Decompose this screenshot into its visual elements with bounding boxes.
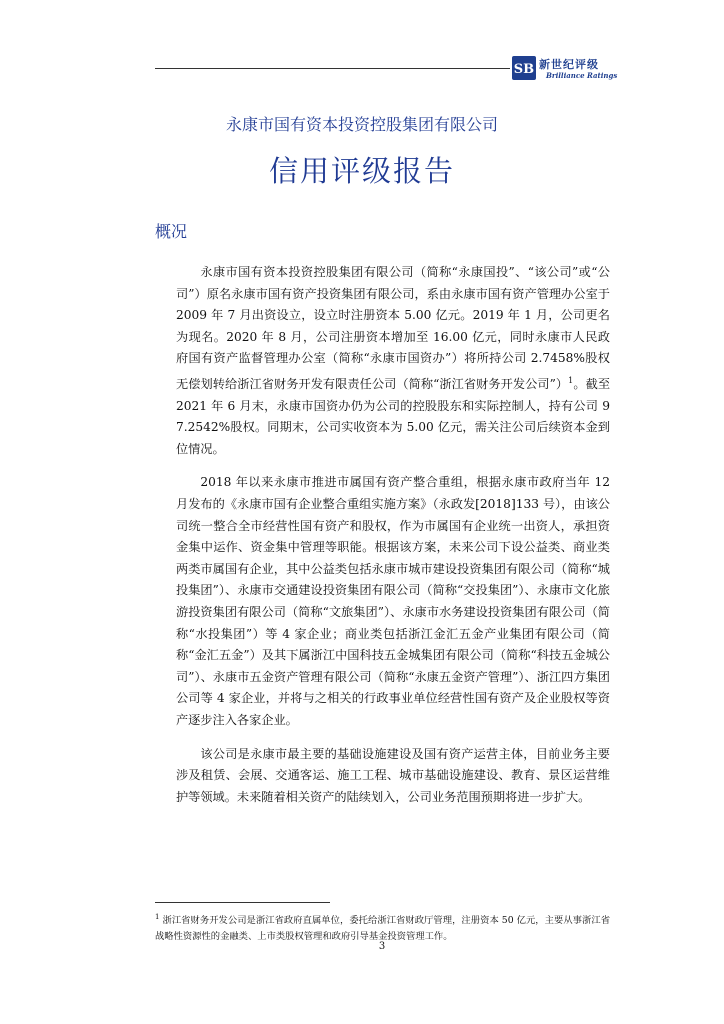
- footnote-text: 浙江省财务开发公司是浙江省政府直属单位，委托给浙江省财政厅管理，注册资本 50 亿元，主要从事浙江省战略性资源性的金融类、上市类股权管理和政府引导基金投资管理工作。: [155, 915, 610, 943]
- svg-text:SB: SB: [513, 62, 535, 77]
- report-title: 信用评级报告: [268, 154, 455, 188]
- paragraph-1: [176, 262, 610, 460]
- paragraph-1-text: 永康市国有资本投资控股集团有限公司（简称“永康国投”、“该公司”或“公司”）原名永康市国有资产投资集团有限公司，系由永康市国有资产管理办公室于 2009 年 7 月出资设立，设立时注册资本 5.00 亿元。2019 年 1 月，公司更名为现名。2020 年 8 月，公司注册资本增加至 16.00 亿元，同时永康市人民政府国有资产监督管理办公室（简称“永康市国资办”）将所持公司 2.7458%股权无偿划转给浙江省财务开发有限责任公司（简称“浙江省财务开发公司”）: [176, 265, 610, 392]
- brand-logo: [512, 56, 622, 90]
- header-rule: [155, 68, 510, 69]
- footnote-marker: 1: [155, 913, 160, 921]
- brand-logo-mark-icon: [512, 56, 536, 80]
- brand-logo-en: Brilliance Ratings: [546, 71, 618, 80]
- footnote: [155, 909, 610, 945]
- paragraph-2: 2018 年以来永康市推进市属国有资产整合重组，根据永康市政府当年 12 月发布的《永康市国有企业整合重组实施方案》（永政发[2018]133 号），由该公司统一整合全市经营性国有资产和股权，作为市属国有企业统一出资人，承担资金集中运作、资金集中管理等职能。根据该方案，未来公司下设公益类、商业类两类市属国有企业，其中公益类包括永康市城市建设投资集团有限公司（简称“城投集团”）、永康市交通建设投资集团有限公司（简称“交投集团”）、永康市文化旅游投资集团有限公司（简称“文旅集团”）、永康市水务建设投资集团有限公司（简称“水投集团”）等 4 家企业；商业类包括浙江金汇五金产业集团有限公司（简称“金汇五金”）及其下属浙江中国科技五金城集团有限公司（简称“科技五金城公司”）、永康市五金资产管理有限公司（简称“永康五金资产管理”）、浙江四方集团公司等 4 家企业，并将与之相关的行政事业单位经营性国有资产及企业股权等资产逐步注入各家企业。: [176, 475, 610, 727]
- footnote-ref[interactable]: 1: [568, 375, 574, 385]
- paragraph-3: 该公司是永康市最主要的基础设施建设及国有资产运营主体，目前业务主要涉及租赁、会展、交通客运、施工工程、城市基础设施建设、教育、景区运营维护等领域。未来随着相关资产的陆续划入，公司业务范围预期将进一步扩大。: [176, 746, 610, 804]
- body-text: [176, 262, 610, 820]
- section-heading: 概况: [155, 222, 188, 241]
- company-title: 永康市国有资本投资控股集团有限公司: [225, 115, 498, 134]
- paragraph-1-text-after: 。截至 2021 年 6 月末，永康市国资办仍为公司的控股股东和实际控制人，持有公司 97.2542%股权。同期末，公司实收资本为 5.00 亿元，需关注公司后续资本金到位情况。: [176, 377, 611, 456]
- footnote-rule: [155, 902, 330, 903]
- brand-logo-cn: 新世纪评级: [539, 58, 599, 71]
- page-number: 3: [378, 941, 386, 952]
